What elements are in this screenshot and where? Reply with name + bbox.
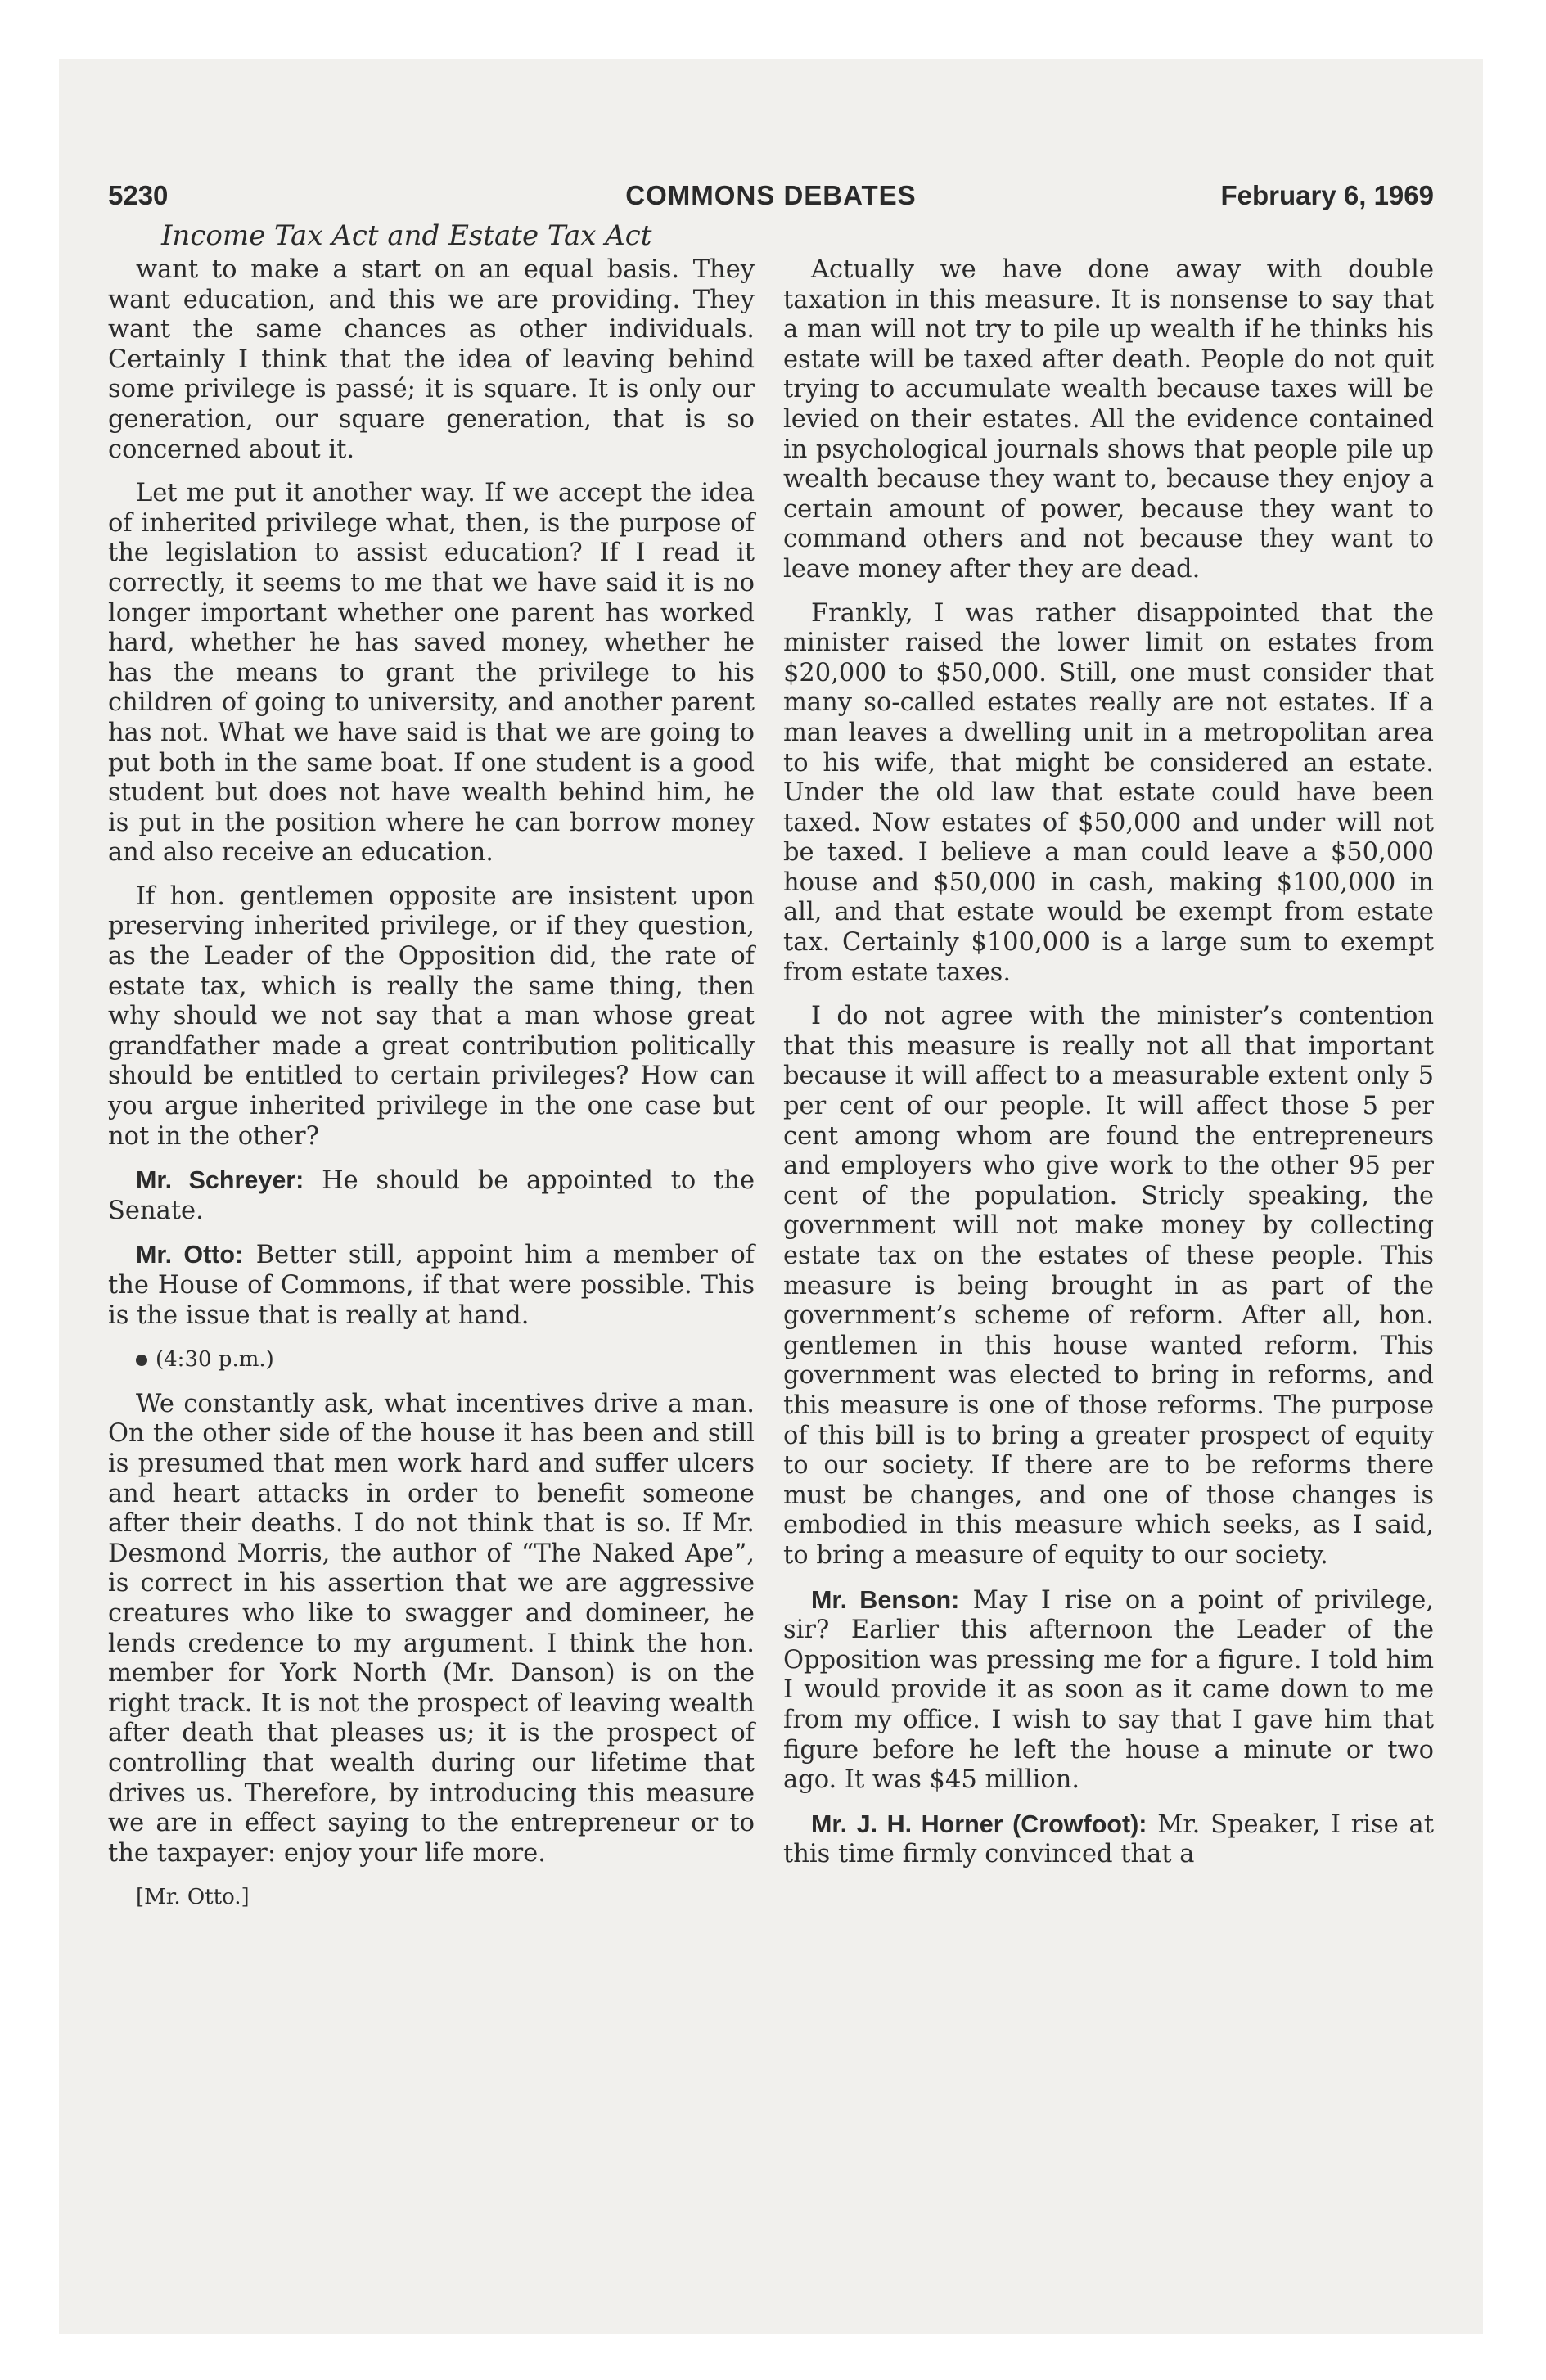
bullet-icon: [136, 1355, 147, 1366]
paragraph: If hon. gentlemen opposite are insistent upon preserving inherited privilege, or if they question, as the Leader of the Opposition did, the rate of estate tax, which is really the same thing, then why should we not say that a man whose great grandfather made a great contribution politically should be entitled to certain privileges? How can you argue inherited privilege in the one case but not in the other?: [108, 881, 755, 1151]
publication-title: COMMONS DEBATES: [625, 180, 917, 210]
speech-text: Mr. Speaker, I rise at this time firmly convinced that a: [783, 1810, 1434, 1869]
paragraph: I do not agree with the minister’s contention that this measure is really not all that important because it will affect to a measurable extent only 5 per cent of our people. It will affect those 5 per cent among whom are found the entrepreneurs and employers who give work to the other 95 per cent of the population. Stricly speaking, the government will not make money by collecting estate tax on the estates of these people. This measure is being brought in as part of the government’s scheme of reform. After all, hon. gentlemen in this house wanted reform. This government was elected to bring in reforms, and this measure is one of those reforms. The purpose of this bill is to bring a greater prospect of equity to our society. If there are to be reforms there must be changes, and one of those changes is embodied in this measure which seeks, as I said, to bring a measure of equity to our society.: [783, 1002, 1434, 1570]
paragraph: We constantly ask, what incentives drive a man. On the other side of the house it has been and still is presumed that men work hard and suffer ulcers and heart attacks in order to benefit someone after their deaths. I do not think that is so. If Mr. Desmond Morris, the author of “The Naked Ape”, is correct in his assertion that we are aggressive creatures who like to swagger and domineer, he lends credence to my argument. I think the hon. member for York North (Mr. Danson) is on the right track. It is not the prospect of leaving wealth after death that pleases us; it is the prospect of controlling that wealth during our lifetime that drives us. Therefore, by introducing this measure we are in effect saying to the entrepreneur or to the taxpayer: enjoy your life more.: [108, 1389, 755, 1868]
debate-subject: Income Tax Act and Estate Tax Act: [161, 219, 652, 252]
time-marker: [136, 1345, 755, 1375]
speech-text: May I rise on a point of privilege, sir? Earlier this afternoon the Leader of the Opposition was pressing me for a figure. I told him I would provide it as soon as it came down to me from my office. I wish to say that I gave him that figure before he left the house a minute or two ago. It was $45 million.: [783, 1585, 1434, 1795]
page-sheet: [59, 59, 1483, 2334]
speaker-footer: [Mr. Otto.]: [136, 1885, 250, 1910]
paragraph: Actually we have done away with double taxation in this measure. It is nonsense to say that a man will not try to pile up wealth if he thinks his estate will be taxed after death. People do not quit trying to accumulate wealth because taxes will be levied on their estates. All the evidence contained in psychological journals shows that people pile up wealth because they want to, because they enjoy a certain amount of power, because they want to command others and not because they want to leave money after they are dead.: [783, 255, 1434, 584]
time-text: (4:30 p.m.): [156, 1347, 274, 1373]
speaker-name: Mr. Otto:: [136, 1241, 244, 1269]
speech-horner: [783, 1810, 1434, 1870]
paragraph: want to make a start on an equal basis. They want education, and this we are providing. They want the same chances as other individuals. Certainly I think that the idea of leaving behind some privilege is passé; it is square. It is only our generation, our square generation, that is so concerned about it.: [108, 255, 755, 464]
speech-schreyer: [108, 1165, 755, 1226]
publication-date: February 6, 1969: [1220, 180, 1434, 210]
left-column: [108, 255, 755, 1913]
paragraph: Let me put it another way. If we accept the idea of inherited privilege what, then, is the purpose of the legislation to assist education? If I read it correctly, it seems to me that we have said it is no longer important whether one parent has worked hard, whether he has saved money, whether he has the means to grant the privilege to his children of going to university, and another parent has not. What we have said is that we are going to put both in the same boat. If one student is a good student but does not have wealth behind him, he is put in the position where he can borrow money and also receive an education.: [108, 479, 755, 868]
speaker-name: Mr. Schreyer:: [136, 1166, 304, 1195]
speaker-name: Mr. J. H. Horner (Crowfoot):: [811, 1810, 1147, 1838]
speech-otto: [108, 1240, 755, 1331]
paragraph: Frankly, I was rather disappointed that the minister raised the lower limit on estates from $20,000 to $50,000. Still, one must consider that many so-called estates really are not estates. If a man leaves a dwelling unit in a metropolitan area to his wife, that might be considered an estate. Under the old law that estate could have been taxed. Now estates of $50,000 and under will not be taxed. I believe a man could leave a $50,000 house and $50,000 in cash, making $100,000 in all, and that estate would be exempt from estate tax. Certainly $100,000 is a large sum to exempt from estate taxes.: [783, 598, 1434, 987]
page-number: 5230: [108, 180, 169, 210]
speech-text: Better still, appoint him a member of the House of Commons, if that were possible. This is the issue that is really at hand.: [108, 1241, 755, 1330]
speaker-name: Mr. Benson:: [811, 1585, 960, 1614]
speech-benson: [783, 1585, 1434, 1796]
right-column: [783, 255, 1434, 1884]
speech-text: He should be appointed to the Senate.: [108, 1166, 755, 1225]
page-header: [108, 180, 1434, 213]
